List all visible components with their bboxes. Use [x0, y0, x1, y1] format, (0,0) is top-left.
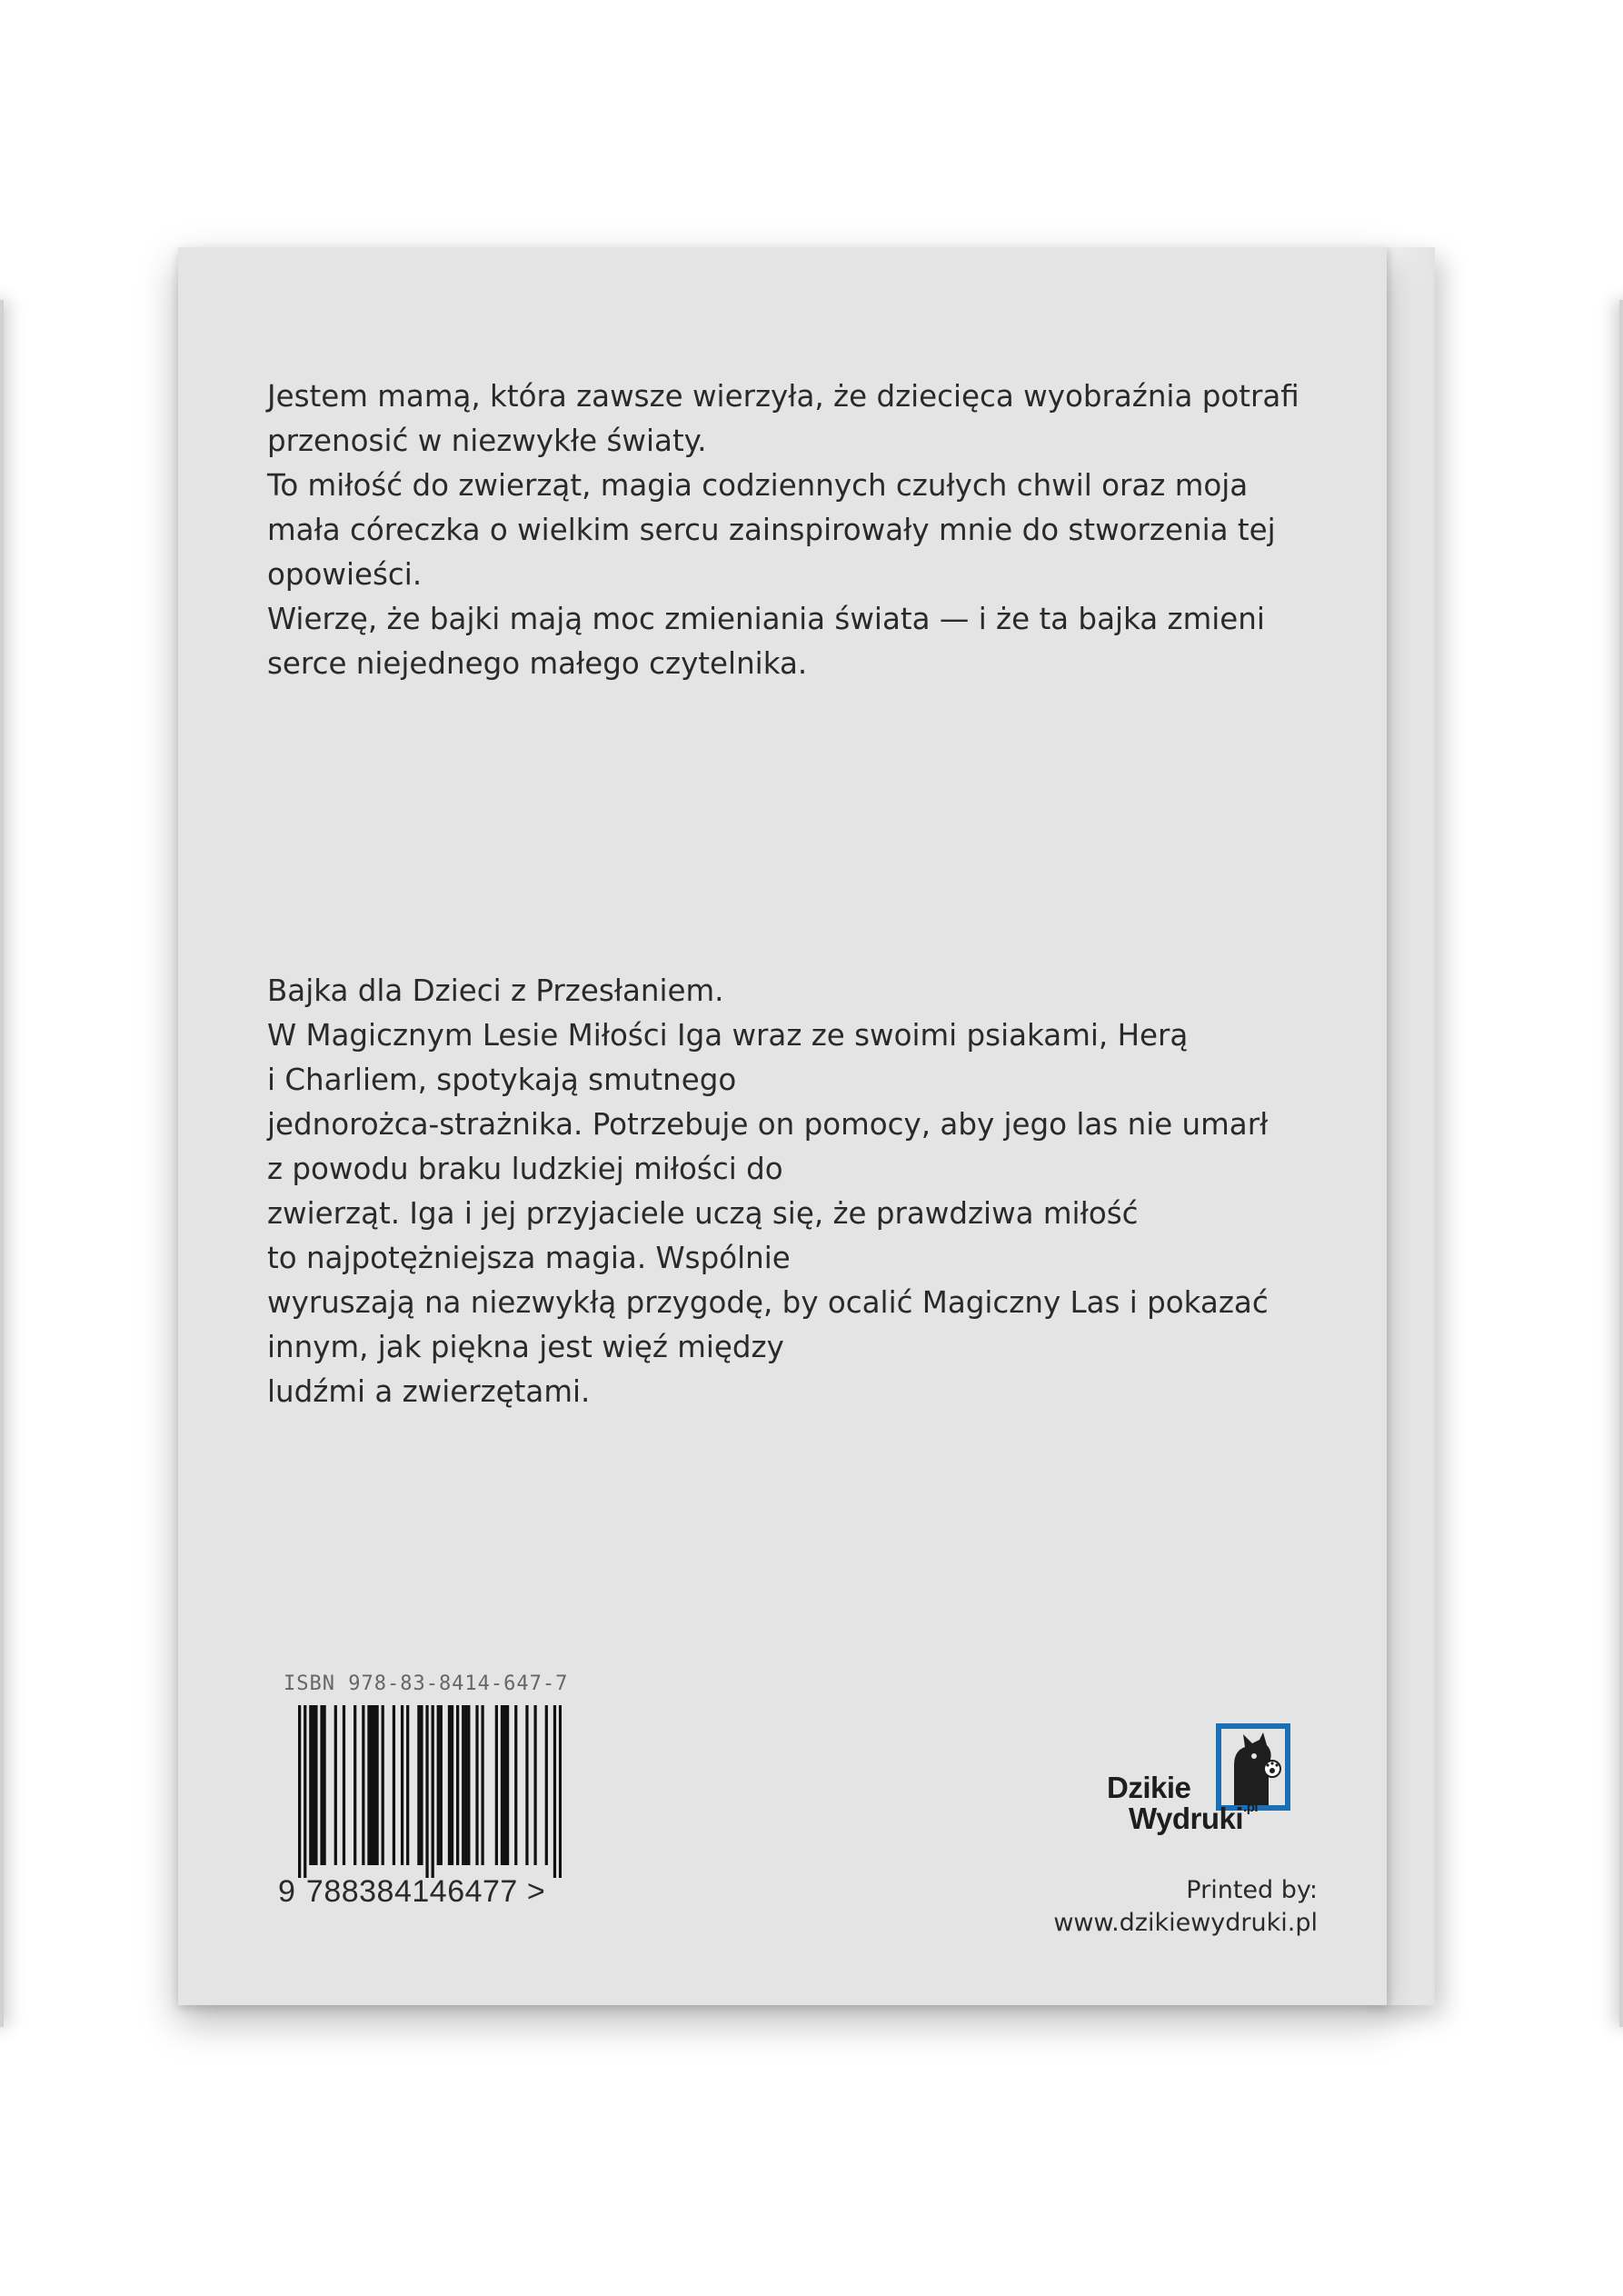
barcode-bar: [553, 1705, 556, 1878]
author-note-line: przenosić w niezwykłe światy.: [267, 424, 707, 458]
barcode-bar: [370, 1705, 373, 1865]
barcode-bar: [525, 1705, 528, 1865]
description-line: z powodu braku ludzkiej miłości do: [267, 1152, 783, 1186]
description-line: i Charliem, spotykają smutnego: [267, 1063, 737, 1097]
barcode-bar: [437, 1705, 440, 1865]
printed-by-block: [1053, 1874, 1318, 1940]
barcode-bar: [382, 1705, 384, 1865]
author-note-line: mała córeczka o wielkim sercu zainspirowały mnie do stworzenia tej: [267, 513, 1276, 547]
barcode-bar: [304, 1705, 306, 1878]
barcode-bar: [481, 1705, 483, 1865]
barcode-bar: [475, 1705, 478, 1865]
cat-paw-icon: [1221, 1729, 1285, 1805]
book-back-cover: [178, 247, 1387, 2005]
description-line: innym, jak piękna jest więź między: [267, 1330, 784, 1364]
description-line: ludźmi a zwierzętami.: [267, 1374, 591, 1409]
barcode-bar: [506, 1705, 509, 1865]
barcode-bar: [448, 1705, 451, 1865]
author-note-line: To miłość do zwierząt, magia codziennych czułych chwil oraz moja: [267, 468, 1249, 503]
barcode-bar: [464, 1705, 467, 1865]
book-description: [267, 969, 1269, 1414]
barcode-digits: [278, 1874, 545, 1910]
logo-text-wydruki-word: Wydruki: [1129, 1802, 1244, 1835]
barcode-digit-group-1: 788384: [305, 1874, 413, 1909]
barcode-bar: [514, 1705, 517, 1865]
isbn-barcode: [298, 1705, 562, 1878]
barcode-bar: [451, 1705, 453, 1865]
description-line: Bajka dla Dzieci z Przesłaniem.: [267, 973, 724, 1008]
barcode-bar: [298, 1705, 301, 1878]
barcode-digit-group-2: 146477: [412, 1874, 518, 1909]
logo-text-dzikie: Dzikie: [1107, 1771, 1191, 1804]
logo-frame: [1216, 1723, 1290, 1811]
description-line: wyruszają na niezwykłą przygodę, by ocalić Magiczny Las i pokazać: [267, 1285, 1269, 1320]
logo-text-wydruki: [1129, 1802, 1258, 1836]
barcode-bar: [440, 1705, 443, 1865]
barcode-bar: [375, 1705, 378, 1865]
author-note-line: serce niejednego małego czytelnika.: [267, 646, 808, 681]
barcode-bar: [309, 1705, 312, 1865]
barcode-bar: [401, 1705, 403, 1865]
barcode-bar: [334, 1705, 337, 1865]
barcode-bar: [323, 1705, 325, 1865]
barcode-bar: [456, 1705, 459, 1865]
barcode-digit-first: 9: [278, 1874, 295, 1909]
author-note-line: Jestem mamą, która zawsze wierzyła, że dziecięca wyobraźnia potrafi: [267, 379, 1299, 414]
author-note-line: Wierzę, że bajki mają moc zmieniania świata — i że ta bajka zmieni: [267, 602, 1265, 636]
isbn-label: ISBN 978-83-8414-647-7: [284, 1672, 569, 1695]
description-line: jednorożca-strażnika. Potrzebuje on pomocy, aby jego las nie umarł: [267, 1107, 1269, 1142]
barcode-bar: [432, 1705, 434, 1878]
barcode-bar: [393, 1705, 395, 1865]
barcode-bar: [501, 1705, 503, 1865]
barcode-bar: [462, 1705, 464, 1865]
barcode-bar: [420, 1705, 423, 1865]
description-line: W Magicznym Lesie Miłości Iga wraz ze swoimi psiakami, Herą: [267, 1018, 1189, 1053]
publisher-logo: [1096, 1723, 1314, 1869]
logo-suffix: .pl: [1243, 1800, 1259, 1815]
barcode-bar: [467, 1705, 470, 1865]
barcode-bar: [559, 1705, 562, 1878]
description-line: to najpotężniejsza magia. Wspólnie: [267, 1241, 791, 1275]
barcode-bar: [343, 1705, 345, 1865]
author-note: [267, 374, 1299, 686]
barcode-bar: [417, 1705, 420, 1865]
description-line: zwierząt. Iga i jej przyjaciele uczą się, że prawdziwa miłość: [267, 1196, 1139, 1231]
publisher-website: www.dzikiewydruki.pl: [1053, 1909, 1318, 1937]
neighbor-book-right: [1619, 300, 1623, 2027]
barcode-arrow: >: [526, 1874, 545, 1909]
neighbor-book-left: [0, 300, 4, 2027]
barcode-bar: [503, 1705, 506, 1865]
barcode-bar: [545, 1705, 548, 1865]
barcode-bar: [425, 1705, 428, 1878]
barcode-bar: [362, 1705, 364, 1865]
barcode-bar: [367, 1705, 370, 1865]
barcode-bar: [353, 1705, 356, 1865]
printed-by-label: Printed by:: [1186, 1876, 1318, 1904]
barcode-bar: [312, 1705, 314, 1865]
barcode-bar: [314, 1705, 317, 1865]
author-note-line: opowieści.: [267, 557, 423, 592]
barcode-bar: [406, 1705, 409, 1865]
barcode-bar: [373, 1705, 375, 1865]
barcode-bar: [533, 1705, 536, 1865]
barcode-bar: [495, 1705, 498, 1865]
barcode-bar: [320, 1705, 323, 1865]
